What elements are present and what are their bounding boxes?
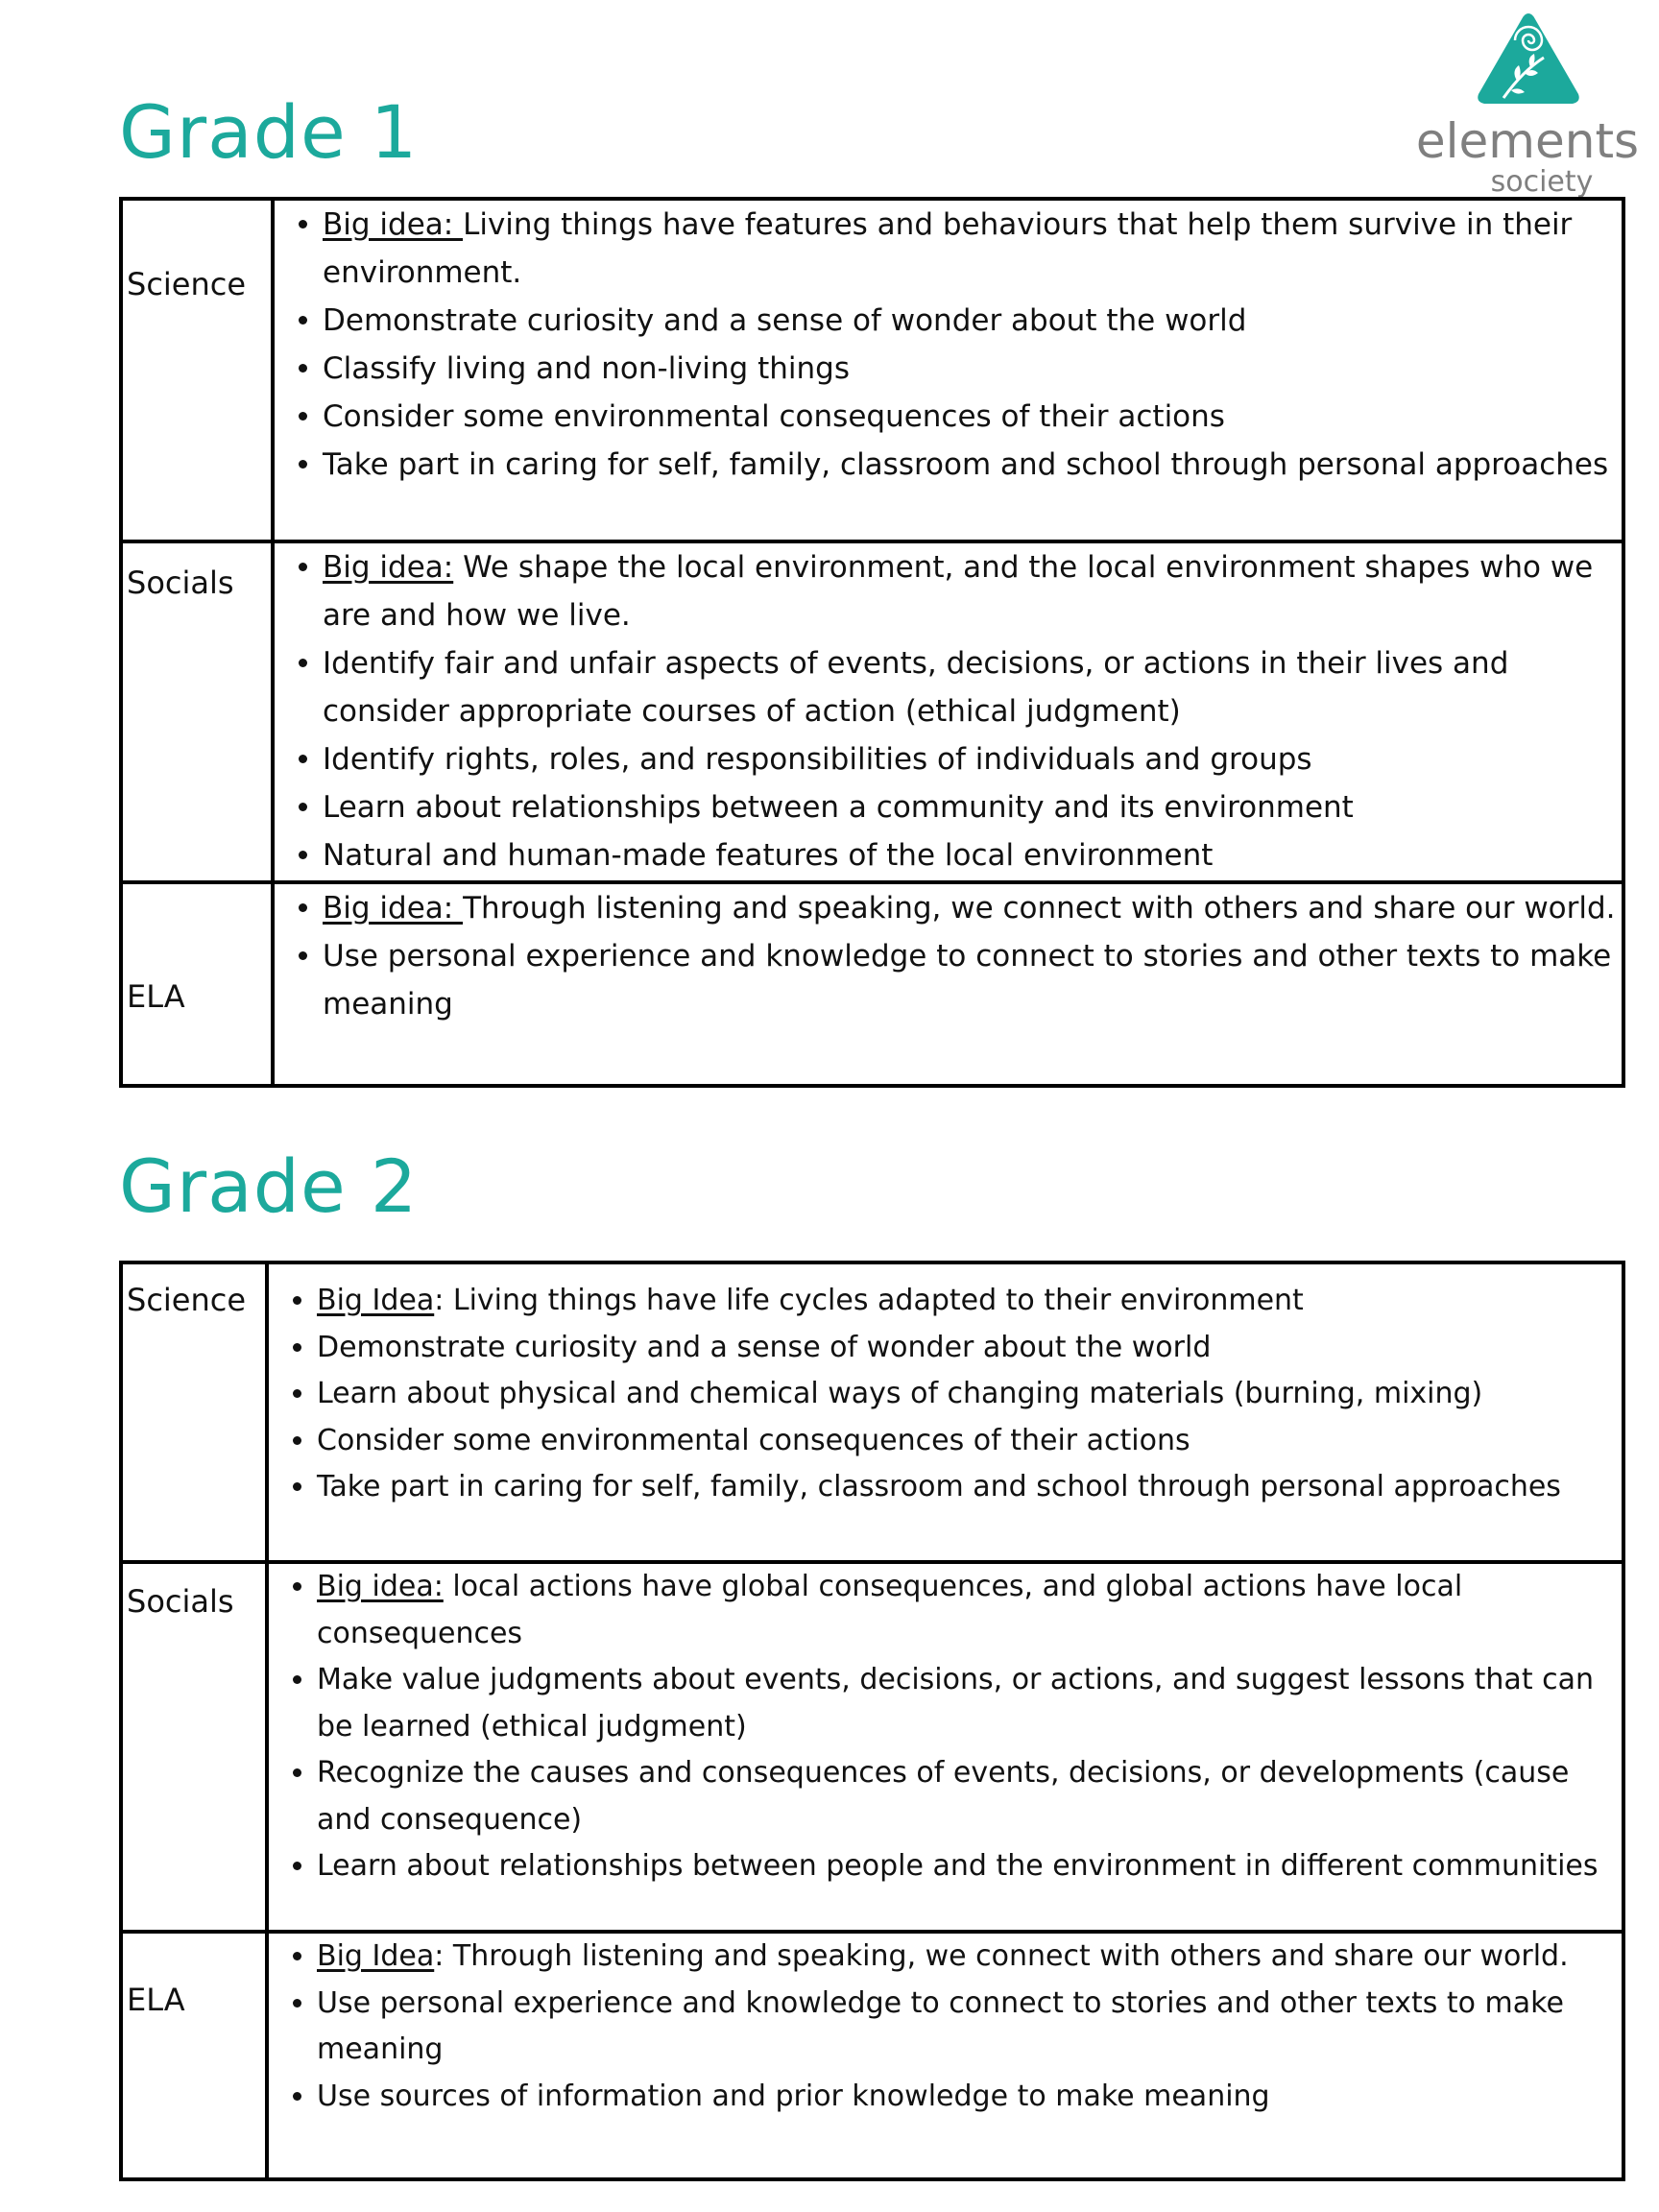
list-item: Consider some environmental consequences of their actions xyxy=(323,393,1616,441)
subject-cell: ELA xyxy=(121,882,273,1086)
list-item: Consider some environmental consequences of their actions xyxy=(317,1418,1616,1465)
list-item: Identify rights, roles, and responsibilities of individuals and groups xyxy=(323,735,1616,783)
curriculum-cell xyxy=(267,1262,1623,1562)
table-row xyxy=(121,1262,1623,1562)
big-idea-item xyxy=(323,201,1616,297)
logo-tagline: society xyxy=(1490,165,1594,199)
curriculum-list xyxy=(269,1564,1622,1890)
big-idea-text: We shape the local environment, and the local environment shapes who we are and how we live. xyxy=(323,550,1594,633)
big-idea-item xyxy=(317,1934,1616,1981)
list-item: Recognize the causes and consequences of events, decisions, or developments (cause and consequence) xyxy=(317,1750,1616,1843)
big-idea-item xyxy=(323,543,1616,639)
list-item: Learn about physical and chemical ways of changing materials (burning, mixing) xyxy=(317,1371,1616,1418)
curriculum-list xyxy=(269,1934,1622,2120)
subject-cell: ELA xyxy=(121,1932,267,2179)
list-item: Use personal experience and knowledge to connect to stories and other texts to make meaning xyxy=(323,932,1616,1028)
curriculum-list xyxy=(275,543,1622,879)
table-row xyxy=(121,199,1623,541)
elements-society-logo xyxy=(1402,12,1653,199)
curriculum-list xyxy=(269,1264,1622,1511)
table-row xyxy=(121,1562,1623,1932)
curriculum-cell xyxy=(267,1932,1623,2179)
list-item: Natural and human-made features of the local environment xyxy=(323,831,1616,879)
curriculum-cell xyxy=(273,541,1623,882)
list-item: Learn about relationships between a community and its environment xyxy=(323,783,1616,831)
big-idea-item xyxy=(317,1564,1616,1657)
list-item: Use personal experience and knowledge to connect to stories and other texts to make meaning xyxy=(317,1981,1616,2074)
subject-cell: Science xyxy=(121,199,273,541)
grade-2-table xyxy=(119,1261,1625,2181)
table-row xyxy=(121,882,1623,1086)
spiral-leaf-triangle-icon xyxy=(1475,12,1582,111)
list-item: Demonstrate curiosity and a sense of wonder about the world xyxy=(317,1325,1616,1372)
curriculum-list xyxy=(275,884,1622,1028)
curriculum-cell xyxy=(273,199,1623,541)
list-item: Demonstrate curiosity and a sense of wonder about the world xyxy=(323,297,1616,345)
table-row xyxy=(121,541,1623,882)
big-idea-text: : Living things have life cycles adapted to their environment xyxy=(434,1284,1304,1317)
subject-cell: Science xyxy=(121,1262,267,1562)
subject-cell: Socials xyxy=(121,541,273,882)
big-idea-text: Through listening and speaking, we connect with others and share our world. xyxy=(463,891,1616,926)
list-item: Take part in caring for self, family, classroom and school through personal approaches xyxy=(323,441,1616,489)
big-idea-label: Big idea: xyxy=(323,891,464,926)
grade-1-title: Grade 1 xyxy=(119,89,419,175)
curriculum-list xyxy=(275,201,1622,489)
grade-2-title: Grade 2 xyxy=(119,1143,419,1229)
logo-wordmark: elements xyxy=(1415,113,1640,169)
big-idea-item xyxy=(317,1278,1616,1325)
list-item: Use sources of information and prior knowledge to make meaning xyxy=(317,2074,1616,2121)
big-idea-item xyxy=(323,884,1616,932)
big-idea-text: : Through listening and speaking, we connect with others and share our world. xyxy=(434,1939,1569,1973)
list-item: Take part in caring for self, family, classroom and school through personal approaches xyxy=(317,1464,1616,1511)
big-idea-label: Big idea: xyxy=(317,1570,444,1603)
list-item: Learn about relationships between people and the environment in different communities xyxy=(317,1843,1616,1890)
big-idea-label: Big Idea xyxy=(317,1939,435,1973)
big-idea-text: Living things have features and behaviours that help them survive in their environment. xyxy=(323,207,1573,290)
curriculum-cell xyxy=(267,1562,1623,1932)
grade-1-table xyxy=(119,197,1625,1088)
big-idea-text: local actions have global consequences, and global actions have local consequences xyxy=(317,1570,1463,1650)
big-idea-label: Big idea: xyxy=(323,550,454,585)
big-idea-label: Big idea: xyxy=(323,207,464,242)
big-idea-label: Big Idea xyxy=(317,1284,435,1317)
list-item: Make value judgments about events, decisions, or actions, and suggest lessons that can be learned (ethical judgment) xyxy=(317,1657,1616,1750)
list-item: Identify fair and unfair aspects of events, decisions, or actions in their lives and consider appropriate courses of action (ethical judgment) xyxy=(323,639,1616,735)
curriculum-cell xyxy=(273,882,1623,1086)
subject-cell: Socials xyxy=(121,1562,267,1932)
list-item: Classify living and non-living things xyxy=(323,345,1616,393)
table-row xyxy=(121,1932,1623,2179)
